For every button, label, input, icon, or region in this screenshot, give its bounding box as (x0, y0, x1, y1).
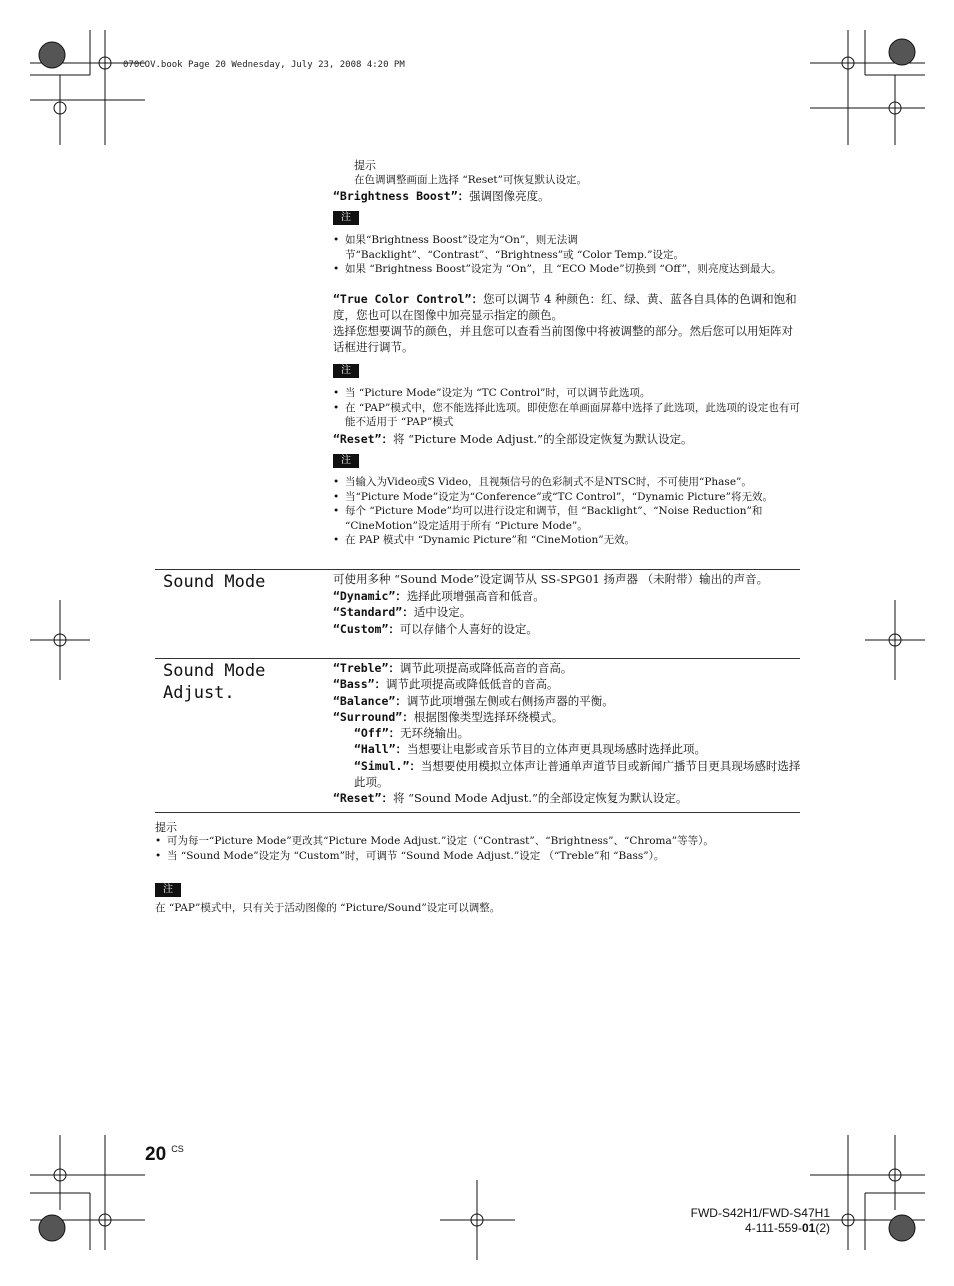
list-item: • 当“Picture Mode”设定为“Conference”或“TC Control”，“Dynamic Picture”将无效。 (333, 490, 801, 505)
model-code-prefix: 4-111-559- (745, 1221, 802, 1235)
list-item (333, 676, 801, 692)
list-item: • 如果“Brightness Boost”设定为“On”，则无法调节“Backlight”、“Contrast”、“Brightness”或 “Color Temp.”设定。 (333, 233, 801, 262)
option-desc: 根据图像类型选择环绕模式。 (413, 709, 564, 724)
footer-tip-label: 提示 (155, 821, 177, 834)
list-item: • 当输入为Video或S Video，且视频信号的色彩制式不是NTSC时，不可使用“Phase”。 (333, 475, 801, 490)
model-info (620, 1206, 830, 1236)
list-item (333, 693, 801, 709)
true-color-term: “True Color Control”： (333, 292, 483, 306)
option-term: “Treble”： (333, 661, 400, 675)
brightness-boost-term: “Brightness Boost”： (333, 189, 470, 203)
option-term: “Balance”： (333, 693, 407, 708)
tip-label: 提示 (354, 159, 376, 172)
sound-adjust-body (333, 660, 801, 807)
reset-desc: 将 “Sound Mode Adjust.”的全部设定恢复为默认设定。 (392, 791, 688, 806)
list-item (333, 709, 801, 725)
option-term: “Custom”： (333, 621, 400, 636)
option-desc: 无环绕输出。 (400, 726, 470, 741)
option-term: “Simul.”： (354, 758, 421, 773)
sound-adjust-title-line: Sound Mode (163, 661, 266, 681)
list-item: • 每个 “Picture Mode”均可以进行设定和调节，但 “Backlight”、“Noise Reduction”和 “CineMotion”设定适用于所有 “Picture Mode”。 (333, 504, 801, 533)
list-item: • 可为每一“Picture Mode”更改其“Picture Mode Adjust.”设定（“Contrast”、“Brightness”、“Chroma”等等）。 (155, 834, 815, 849)
option-term: “Hall”： (354, 742, 408, 757)
model-code (620, 1221, 830, 1236)
table-rule (155, 812, 800, 813)
page-number-suffix: CS (171, 1144, 184, 1154)
tip-text: 在色调调整画面上选择 “Reset”可恢复默认设定。 (354, 174, 588, 186)
option-desc: 当想要使用模拟立体声让普通单声道节目或新闻广播节目更具现场感时选择此项。 (354, 758, 801, 790)
list-item: • 当 “Picture Mode”设定为 “TC Control”时，可以调节此选项。 (333, 386, 801, 401)
brightness-boost-line (333, 188, 550, 204)
true-color-text-2: 选择您想要调节的颜色，并且您可以查看当前图像中将被调整的部分。然后您可以用矩阵对话框进行调节。 (333, 324, 793, 354)
sound-mode-title: Sound Mode (163, 572, 266, 592)
option-term: “Surround”： (333, 709, 414, 724)
brightness-notes (333, 233, 801, 277)
option-desc: 选择此项增强高音和低音。 (406, 588, 545, 603)
page-number (145, 1144, 184, 1166)
option-term: “Bass”： (333, 677, 387, 692)
list-item (333, 660, 801, 676)
note-badge: 注 (333, 211, 359, 225)
option-term: “Standard”： (333, 605, 414, 619)
option-term: “Dynamic”： (333, 588, 407, 603)
reset-term: “Reset”： (333, 791, 393, 806)
option-desc: 可以存储个人喜好的设定。 (399, 621, 538, 636)
sound-adjust-title (163, 660, 265, 704)
reset-notes (333, 475, 801, 548)
option-desc: 适中设定。 (413, 605, 472, 619)
brightness-boost-desc: 强调图像亮度。 (469, 189, 550, 203)
reset-term: “Reset”： (333, 432, 393, 446)
note-badge: 注 (333, 364, 359, 378)
model-name: FWD-S42H1/FWD-S47H1 (690, 1206, 830, 1220)
file-header: 070COV.book Page 20 Wednesday, July 23, 2008 4:20 PM (123, 60, 405, 70)
note-badge: 注 (333, 454, 359, 468)
list-item (333, 790, 801, 806)
footer-note-text: 在 “PAP”模式中，只有关于活动图像的 “Picture/Sound”设定可以调整。 (155, 902, 501, 914)
sound-mode-desc: 可使用多种 “Sound Mode”设定调节从 SS-SPG01 扬声器 （未附带）输出的声音。 (333, 572, 769, 586)
model-code-bold: 01 (801, 1221, 816, 1235)
list-item (333, 604, 801, 621)
list-item: • 当 “Sound Mode”设定为 “Custom”时，可调节 “Sound Mode Adjust.”设定 （“Treble”和 “Bass”）。 (155, 849, 815, 864)
true-color-notes (333, 386, 801, 430)
reset-line (333, 431, 693, 447)
list-item: • 如果 “Brightness Boost”设定为 “On”，且 “ECO Mode”切换到 “Off”，则亮度达到最大。 (333, 262, 801, 277)
option-desc: 调节此项提高或降低低音的音高。 (386, 677, 559, 692)
option-desc: 调节此项增强左侧或右侧扬声器的平衡。 (406, 693, 614, 708)
sound-adjust-title-line: Adjust. (163, 683, 235, 703)
page-number-value: 20 (145, 1144, 167, 1165)
note-badge: 注 (155, 883, 181, 897)
list-item (333, 741, 801, 757)
option-term: “Off”： (354, 726, 401, 741)
reset-desc: 将 “Picture Mode Adjust.”的全部设定恢复为默认设定。 (392, 432, 693, 446)
true-color-desc (333, 291, 801, 355)
table-rule (155, 658, 800, 659)
option-desc: 当想要让电影或音乐节目的立体声更具现场感时选择此项。 (407, 742, 707, 757)
sound-mode-body (333, 571, 801, 637)
table-rule (155, 569, 800, 570)
list-item (333, 588, 801, 605)
list-item (333, 725, 801, 741)
true-color-text: 您可以调节 4 种颜色：红、绿、黄、蓝各自具体的色调和饱和度，您也可以在图像中加亮显示指定的颜色。 (333, 292, 797, 322)
option-desc: 调节此项提高或降低高音的音高。 (399, 661, 573, 675)
list-item (333, 758, 801, 791)
list-item: • 在 PAP 模式中 “Dynamic Picture”和 “CineMotion”无效。 (333, 533, 801, 548)
footer-tip-list (155, 834, 815, 863)
model-code-suffix: (2) (815, 1221, 830, 1235)
list-item: • 在 “PAP”模式中，您不能选择此选项。即使您在单画面屏幕中选择了此选项，此选项的设定也有可能不适用于 “PAP”模式 (333, 401, 801, 430)
list-item (333, 621, 801, 638)
